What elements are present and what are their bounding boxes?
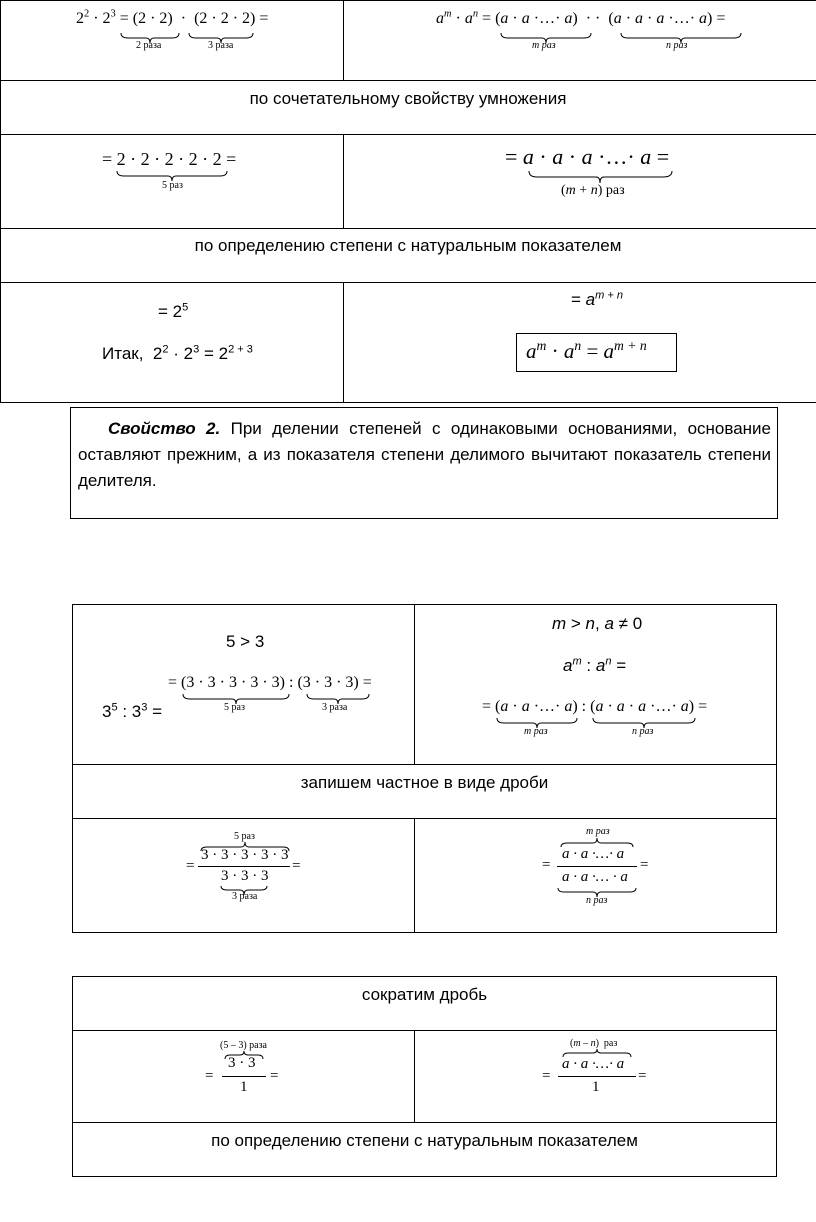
- brace-m-plus-n-times: [528, 170, 673, 184]
- brace-label-5-times-b: 5 раз: [224, 702, 245, 713]
- over-brace-label-m-minus-n: (m – n) раз: [570, 1038, 618, 1049]
- formula-product-2: $2^2 \cdot 2^3 = (2 \cdot 2) \cdot (2 \cdot 2 \cdot 2)$ =: [76, 8, 269, 27]
- fraction-right-eq: =: [542, 857, 551, 873]
- brace-label-n-times: n раз: [666, 40, 688, 51]
- fraction-right-bar: [557, 866, 637, 867]
- reduced-left-numerator: 3 · 3: [228, 1055, 256, 1071]
- fraction-right-denominator: a · a ·… · a: [562, 869, 628, 885]
- condition-5-gt-3: 5 > 3: [226, 632, 265, 651]
- brace-label-5-times: 5 раз: [162, 180, 183, 191]
- brace-label-3-times: 3 раза: [208, 40, 234, 51]
- reduced-left-eq: =: [205, 1068, 214, 1084]
- reduced-right-numerator: a · a ·…· a: [562, 1056, 625, 1072]
- formula-product-a: $a^m \cdot a^n = (a \cdot a$ ·…· a) · · (a · a · a ·…· a) =: [436, 8, 726, 27]
- fraction-left-numerator: 3 · 3 · 3 · 3 · 3: [201, 847, 289, 863]
- over-brace-label-m-times: m раз: [586, 826, 610, 837]
- row-definition-power-2: по определению степени с натуральным показателем: [211, 1131, 638, 1150]
- reduced-right-eq: =: [542, 1068, 551, 1084]
- property-2-title: Свойство 2.: [108, 419, 221, 438]
- brace-label-3-times-b: 3 раза: [322, 702, 348, 713]
- row-definition-power: по определению степени с натуральным показателем: [194, 236, 622, 255]
- fraction-right-numerator: a · a ·…· a: [562, 846, 625, 862]
- reduced-left-bar: [222, 1076, 266, 1077]
- over-brace-label-5-times: 5 раз: [234, 831, 255, 842]
- formula-a-division: = (a · a ·…· a) : (a · a · a ·…· a) =: [482, 698, 708, 715]
- brace-label-n-times-b: n раз: [632, 726, 654, 737]
- reduced-left-denominator: 1: [240, 1079, 248, 1095]
- formula-five-twos: = 2 · 2 · 2 · 2 · 2 =: [102, 149, 237, 169]
- row-associative-law: по сочетательному свойству умножения: [249, 89, 567, 108]
- fraction-left-denominator: 3 · 3 · 3: [221, 868, 269, 884]
- reduced-right-eq-2: =: [638, 1068, 647, 1084]
- brace-label-m-times-b: m раз: [524, 726, 548, 737]
- result-two-fifth: = $2^5$: [158, 301, 189, 321]
- property-2-paragraph: [78, 416, 771, 494]
- reduced-right-bar: [558, 1076, 636, 1077]
- formula-3-division: = (3 · 3 · 3 · 3 · 3) : (3 · 3 · 3) =: [168, 674, 372, 691]
- condition-m-gt-n: m > n, a ≠ 0: [552, 614, 643, 633]
- fraction-left-eq: =: [186, 858, 195, 874]
- summary-two-power: Итак, $2^2 \cdot 2^3 = 2^{2 + 3}$: [102, 343, 253, 363]
- under-brace-label-n-times: n раз: [586, 895, 608, 906]
- fraction-left-bar: [198, 866, 290, 867]
- fraction-left-eq-2: =: [292, 858, 301, 874]
- expr-a-m-div-a-n: $a^m$ : $a^n$ =: [563, 655, 627, 675]
- formula-m-plus-n-product: = a · a · a ·…· a =: [505, 144, 670, 169]
- over-brace-label-5-minus-3: (5 – 3) раза: [220, 1040, 267, 1051]
- brace-label-2-times: 2 раза: [136, 40, 162, 51]
- reduced-right-denominator: 1: [592, 1079, 600, 1095]
- boxed-rule-text: $a^m \cdot a^n = a^{m + n}$: [526, 338, 647, 363]
- row-write-as-fraction: запишем частное в виде дроби: [300, 773, 549, 792]
- row-reduce-fraction: сократим дробь: [361, 985, 488, 1004]
- under-brace-label-3-times: 3 раза: [232, 891, 258, 902]
- property-2-text: При делении степеней с одинаковыми основаниями, основание оставляют прежним, а из показателя степени делимого вычитают показатель степени делителя.: [78, 419, 772, 490]
- brace-label-m-times: m раз: [532, 40, 556, 51]
- result-a-m-plus-n: = $a^{m + n}$: [571, 289, 624, 309]
- brace-label-m-plus-n: (m + n) раз: [561, 183, 625, 198]
- expr-3-5-div-3-3: $3^5$ : $3^3$ =: [102, 701, 163, 721]
- fraction-right-eq-2: =: [640, 857, 649, 873]
- reduced-left-eq-2: =: [270, 1068, 279, 1084]
